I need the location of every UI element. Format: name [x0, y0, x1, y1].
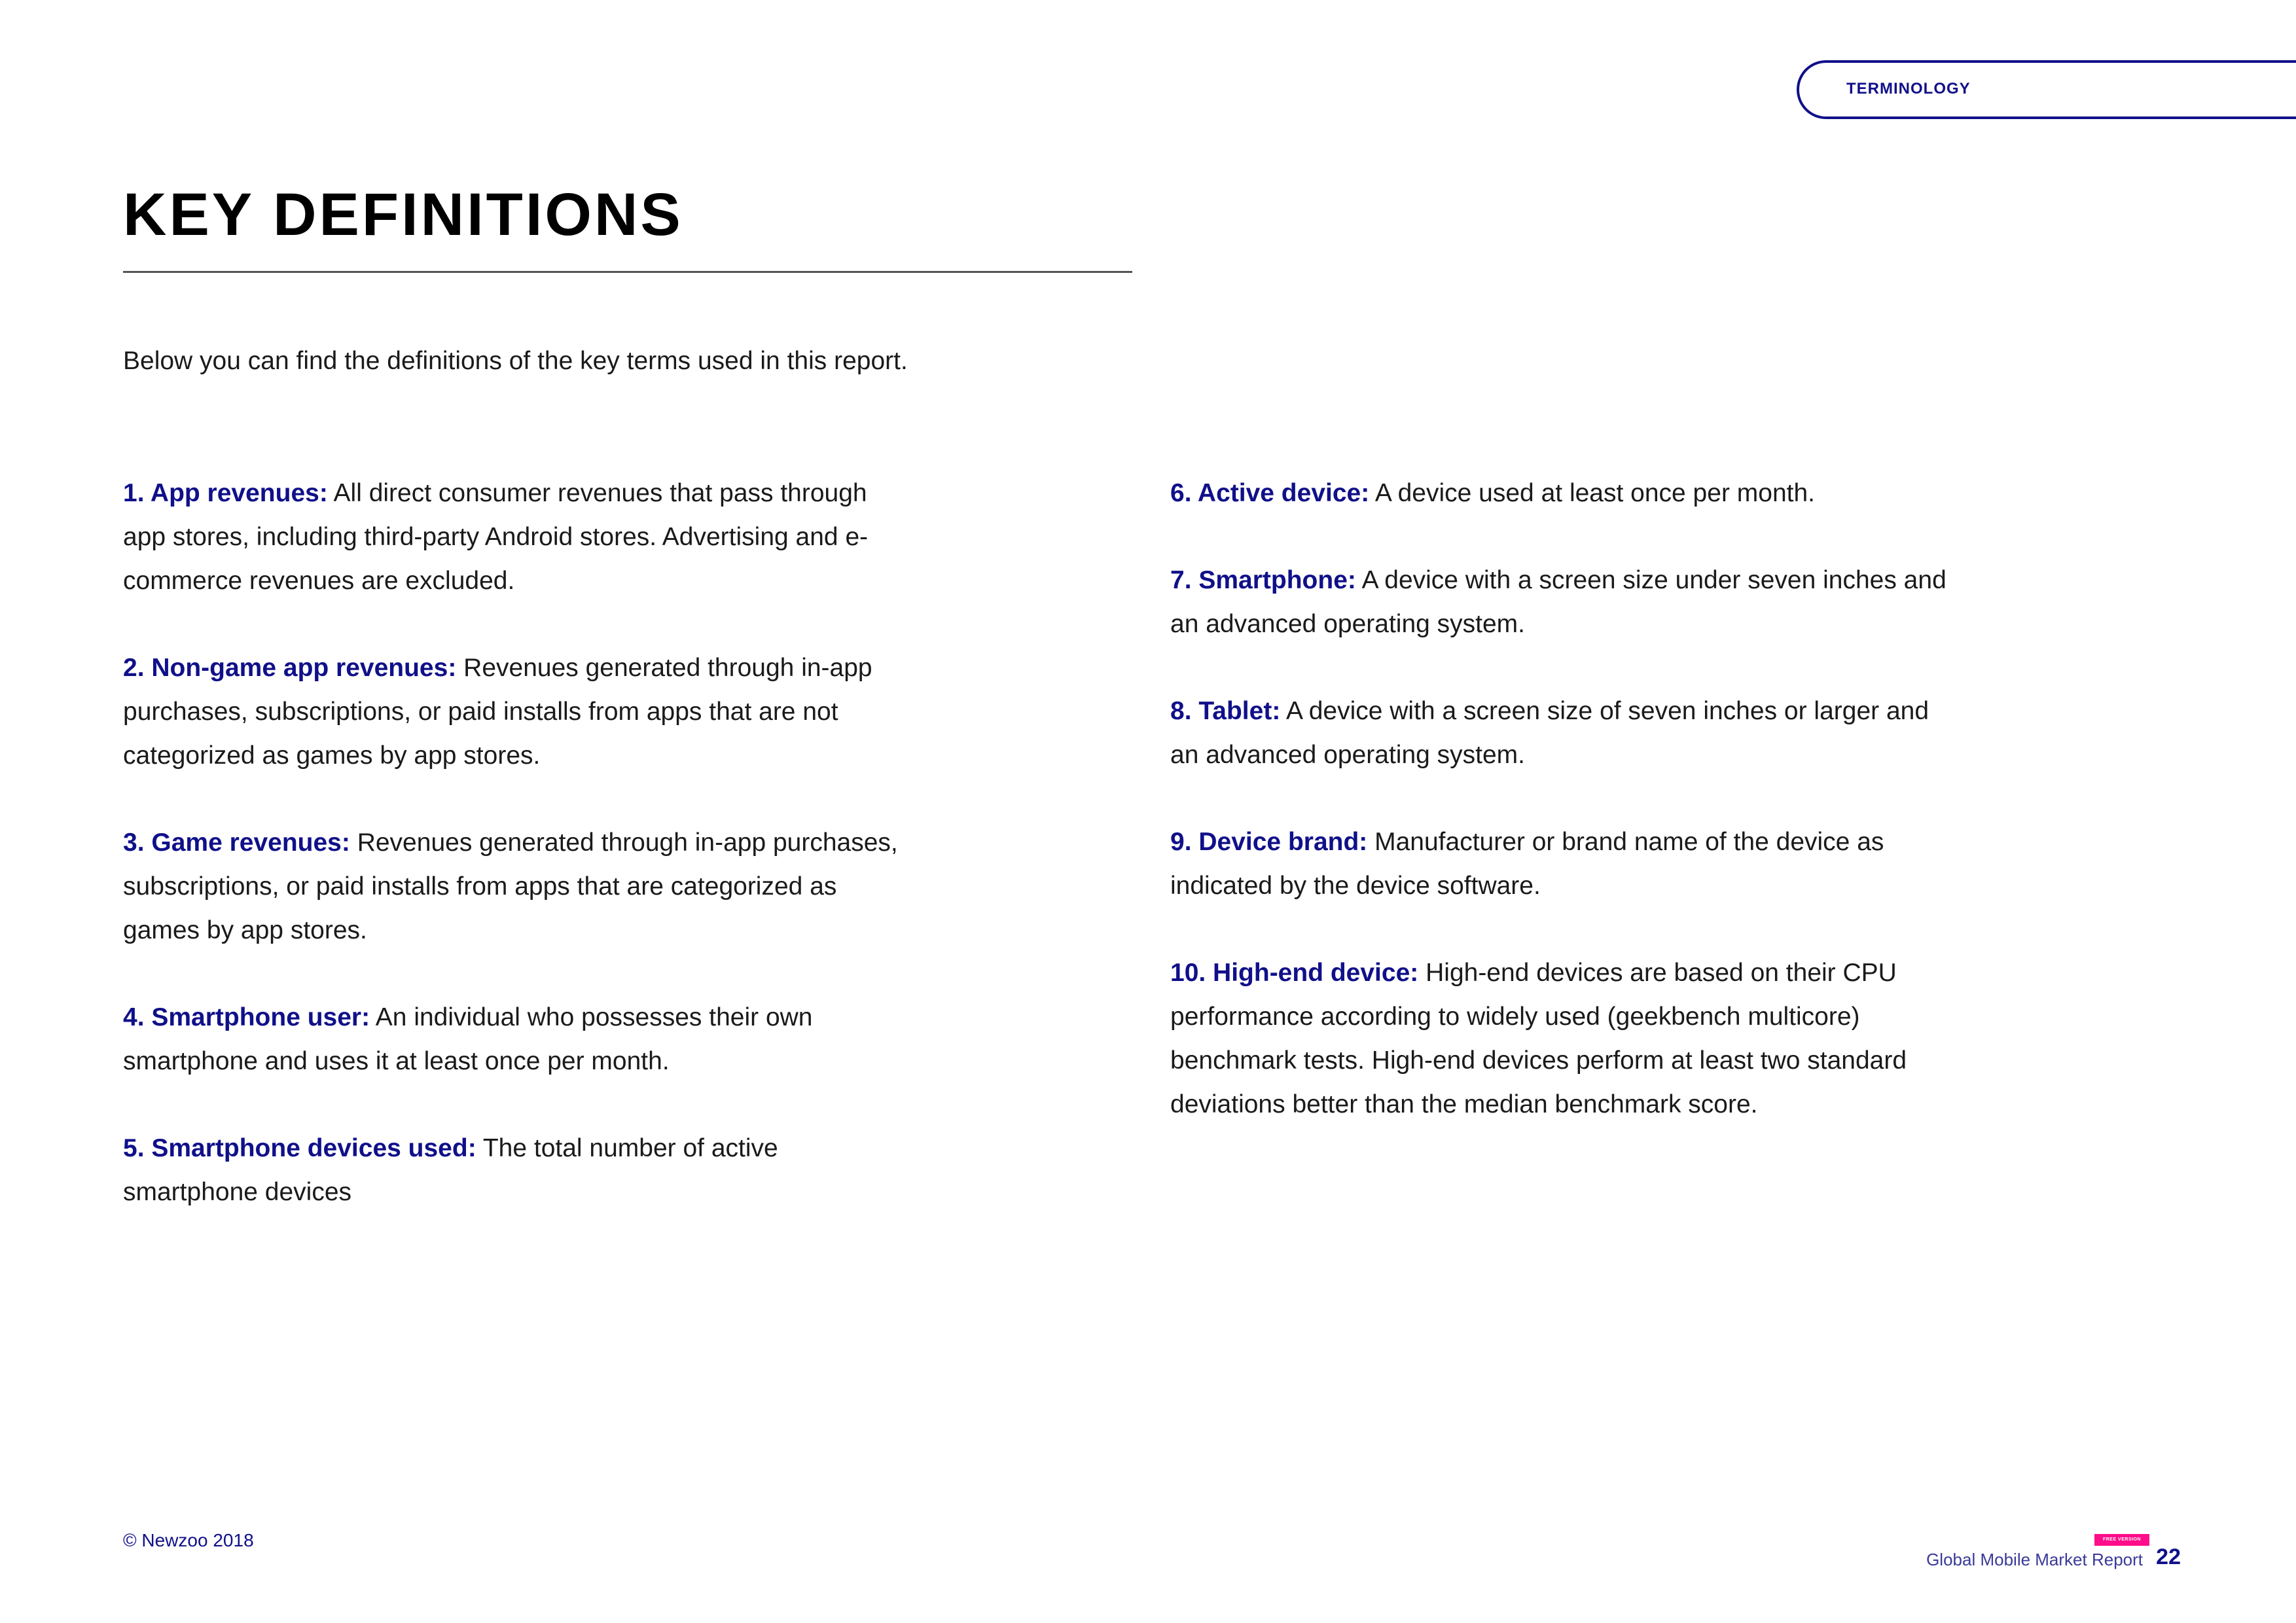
definition-smartphone-devices-used	[123, 1126, 902, 1214]
definition-text: Manufacturer or brand name of the device as indicated by the device software.	[1170, 828, 1884, 900]
definition-term: 4. Smartphone user:	[123, 1003, 370, 1031]
definition-term: 6. Active device:	[1170, 479, 1370, 507]
definition-term: 2. Non-game app revenues:	[123, 654, 457, 682]
title-divider	[123, 271, 1132, 273]
free-version-badge: FREE VERSION	[2094, 1534, 2149, 1546]
definition-text: A device used at least once per month.	[1374, 479, 1815, 507]
definition-active-device	[1170, 471, 1962, 515]
definition-device-brand	[1170, 820, 1962, 908]
report-name: Global Mobile Market Report	[1926, 1550, 2143, 1569]
definition-term: 3. Game revenues:	[123, 829, 350, 857]
definition-text: A device with a screen size of seven inches or larger and an advanced operating system.	[1170, 697, 1929, 769]
definition-smartphone-user	[123, 995, 902, 1083]
page-number: 22	[2156, 1544, 2181, 1569]
definition-term: 10. High-end device:	[1170, 959, 1419, 987]
definition-game-revenues	[123, 821, 902, 952]
intro-text: Below you can find the definitions of the key terms used in this report.	[123, 347, 908, 375]
definition-app-revenues	[123, 471, 902, 603]
definition-term: 8. Tablet:	[1170, 697, 1281, 725]
definition-term: 1. App revenues:	[123, 479, 328, 507]
copyright-notice: © Newzoo 2018	[123, 1530, 254, 1550]
section-tab-label: TERMINOLOGY	[1846, 80, 1971, 98]
definitions-left-column	[123, 471, 902, 1257]
definition-high-end-device	[1170, 951, 1962, 1126]
definition-text: A device with a screen size under seven inches and an advanced operating system.	[1170, 566, 1946, 638]
page-title: KEY DEFINITIONS	[123, 181, 683, 248]
definition-text: Revenues generated through in-app purchases, subscriptions, or paid installs from apps that are categorized as games by app stores.	[123, 829, 898, 944]
definition-term: 9. Device brand:	[1170, 828, 1368, 856]
definition-term: 7. Smartphone:	[1170, 566, 1356, 594]
definition-text: Revenues generated through in-app purchases, subscriptions, or paid installs from apps that are not categorized as games by app stores.	[123, 654, 872, 770]
definition-text: High-end devices are based on their CPU performance according to widely used (geekbench multicore) benchmark tests. High-end devices perform at least two standard deviations better than the median benchmark score.	[1170, 959, 1907, 1118]
definition-text: An individual who possesses their own smartphone and uses it at least once per month.	[123, 1003, 813, 1075]
definitions-right-column	[1170, 471, 1962, 1169]
definition-non-game-app-revenues	[123, 646, 902, 777]
section-tab	[1797, 60, 2296, 119]
definition-text: The total number of active smartphone devices	[123, 1134, 778, 1206]
definition-term: 5. Smartphone devices used:	[123, 1134, 476, 1162]
definition-text: All direct consumer revenues that pass through app stores, including third-party Android stores. Advertising and e-commerce revenues are excluded.	[123, 479, 869, 595]
definition-smartphone	[1170, 558, 1962, 646]
definition-tablet	[1170, 689, 1962, 777]
